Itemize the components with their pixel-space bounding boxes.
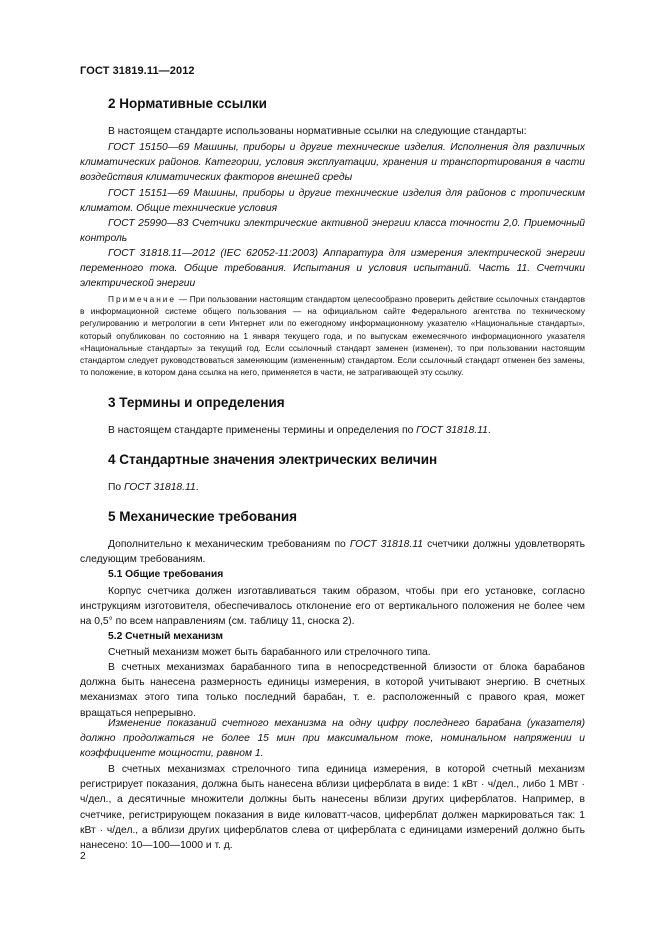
note-block (80, 293, 585, 378)
page-number: 2 (80, 851, 86, 862)
section-3-text (80, 423, 585, 438)
running-header: ГОСТ 31819.11—2012 (80, 65, 195, 77)
subsection-5-2-p2: В счетных механизмах барабанного типа в непосредственной близости от блока барабанов должна быть нанесена размерность единицы измерения, в которой учитывают энергию. В счетных механизмах этого типа только последний барабан, т. е. расположенный с правого края, может вращаться непрерывно. (80, 662, 585, 719)
section-5-intro (80, 537, 585, 567)
section-4-text-end: . (195, 482, 199, 493)
subsection-5-1-title: 5.1 Общие требования (108, 569, 224, 580)
reference-2: ГОСТ 15151—69 Машины, приборы и другие технические изделия для районов с тропическим климатом. Общие технические условия (80, 188, 585, 215)
section-4-text-lead: По (108, 482, 124, 493)
section-2-title: 2 Нормативные ссылки (108, 96, 267, 111)
subsection-5-2-p1: Счетный механизм может быть барабанного или стрелочного типа. (108, 647, 431, 658)
subsection-5-1-text: Корпус счетчика должен изготавливаться таким образом, чтобы при его установке, согласно инструкциям изготовителя, обеспечивалось отклонение его от вертикального положения не более чем на 0,5° по всем направлениям (см. таблицу 11, сноска 2). (80, 586, 585, 628)
subsection-5-2-p3: Изменение показаний счетного механизма на одну цифру последнего барабана (указателя) должно продолжаться не более 15 мин при максимальном токе, номинальном напряжении и коэффициенте мощности, равном 1. (80, 718, 585, 760)
subsection-5-2-p4: В счетных механизмах стрелочного типа единица измерения, в которой счетный механизм регистрирует показания, должна быть нанесена вблизи циферблата в виде: 1 кВт · ч/дел., либо 1 МВт · ч/дел., а десятичные множители должны быть нанесены вблизи других циферблатов. Например, в счетчике, регистрирующем показания в виде киловатт-часов, циферблат должен маркироваться так: 1 кВт · ч/дел., а вблизи других циферблатов слева от циферблата с единицами измерений должно быть нанесено: 10—100—1000 и т. д. (80, 764, 585, 852)
note-text: — При пользовании настоящим стандартом целесообразно проверить действие ссылочных стандартов в информационной системе общего пользования — на официальном сайте Федерального агентства по техническому регулированию и метрологии в сети Интернет или по ежегодному информационному указателю «Национальные стандарты», который опубликован по состоянию на 1 января текущего года, и по выпускам ежемесячного информационного указателя «Национальные стандарты» за текущий год. Если ссылочный стандарт заменен (изменен), то при пользовании настоящим стандартом следует руководствоваться заменяющим (измененным) стандартом. Если ссылочный стандарт отменен без замены, то положение, в котором дана ссылка на него, применяется в части, не затрагивающей эту ссылку. (80, 294, 585, 378)
reference-3: ГОСТ 25990—83 Счетчики электрические активной энергии класса точности 2,0. Приемочный контроль (80, 218, 585, 245)
section-4-text (80, 480, 585, 495)
section-3-title: 3 Термины и определения (108, 395, 285, 410)
section-2-intro: В настоящем стандарте использованы нормативные ссылки на следующие стандарты: (108, 126, 527, 137)
section-4-ref: ГОСТ 31818.11 (124, 482, 196, 493)
subsection-5-2-title: 5.2 Счетный механизм (108, 631, 223, 642)
reference-1: ГОСТ 15150—69 Машины, приборы и другие технические изделия. Исполнения для различных климатических районов. Категории, условия эксплуатации, хранения и транспортирования в части воздействия климатических факторов внешней среды (80, 142, 585, 184)
section-5-title: 5 Механические требования (108, 509, 298, 524)
section-4-title: 4 Стандартные значения электрических величин (108, 452, 438, 467)
reference-4: ГОСТ 31818.11—2012 (IEC 62052-11:2003) Аппаратура для измерения электрической энергии переменного тока. Общие требования. Испытания и условия испытаний. Часть 11. Счетчики электрической энергии (80, 248, 585, 290)
section-3-text-end: . (487, 425, 491, 436)
section-3-text-lead: В настоящем стандарте применены термины и определения по (108, 425, 417, 436)
section-3-ref: ГОСТ 31818.11 (416, 425, 488, 436)
section-5-intro-lead: Дополнительно к механическим требованиям по (108, 539, 350, 550)
section-5-intro-end: счетчики должны удовлетворять следующим требованиям. (80, 539, 585, 566)
note-label: Примечание (108, 294, 177, 304)
section-5-ref: ГОСТ 31818.11 (349, 539, 423, 550)
